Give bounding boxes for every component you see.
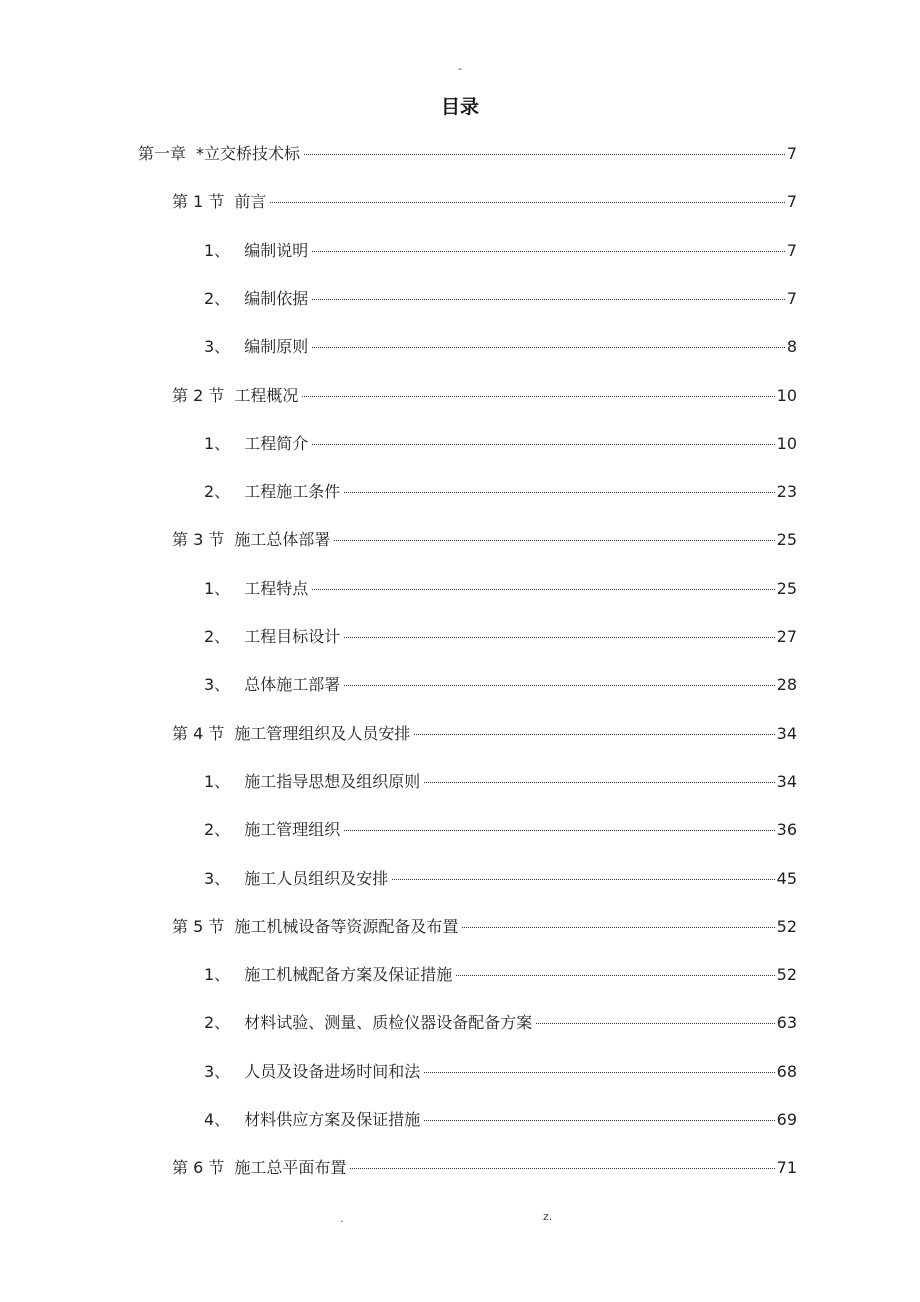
- toc-entry-title: 前言: [234, 192, 267, 212]
- toc-entry-title: 工程特点: [244, 578, 309, 598]
- toc-entry[interactable]: [204, 865, 797, 893]
- toc-entry-title: 工程目标设计: [244, 627, 341, 646]
- toc-entry-number: 2、: [204, 288, 231, 308]
- toc-dot-leader: [424, 1119, 774, 1121]
- toc-entry-number: 第一章: [138, 144, 187, 163]
- toc-entry[interactable]: [204, 623, 797, 651]
- toc-entry-number: 第 5 节: [172, 916, 225, 936]
- toc-entry[interactable]: [172, 382, 797, 410]
- toc-dot-leader: [344, 684, 774, 686]
- toc-entry[interactable]: [172, 188, 797, 216]
- footer-right-mark: z.: [543, 1210, 553, 1223]
- toc-entry-number: 第 6 节: [172, 1158, 225, 1178]
- toc-entry-page: 7: [786, 192, 797, 212]
- toc-entry[interactable]: [172, 913, 797, 941]
- toc-entry-title: 施工机械配备方案及保证措施: [244, 965, 453, 985]
- toc-entry-page: 52: [776, 965, 797, 985]
- toc-entry-title: 人员及设备进场时间和法: [244, 1061, 421, 1081]
- toc-entry[interactable]: [172, 1154, 797, 1182]
- toc-entry-number: 4、: [204, 1110, 231, 1129]
- toc-entry-number: 第 4 节: [172, 723, 225, 743]
- toc-dot-leader: [392, 878, 774, 880]
- toc-entry-title: *立交桥技术标: [196, 144, 301, 163]
- toc-dot-leader: [536, 1022, 774, 1024]
- toc-entry-title: 编制依据: [244, 288, 309, 308]
- toc-dot-leader: [304, 153, 785, 155]
- header-mark: -: [458, 62, 462, 75]
- toc-entry-title: 编制原则: [244, 337, 309, 357]
- toc-entry-title: 总体施工部署: [244, 675, 341, 695]
- toc-entry-title: 施工总体部署: [234, 530, 331, 550]
- toc-entry-number: 1、: [204, 771, 231, 791]
- toc-entry-title: 编制说明: [244, 240, 309, 260]
- toc-entry-number: 3、: [204, 675, 231, 695]
- toc-entry-page: 52: [776, 916, 797, 936]
- toc-entry[interactable]: [172, 720, 797, 748]
- toc-entry-title: 工程施工条件: [244, 482, 341, 502]
- toc-entry-number: 第 1 节: [172, 192, 225, 212]
- toc-entry-title: 材料供应方案及保证措施: [244, 1110, 421, 1129]
- toc-entry[interactable]: [204, 768, 797, 796]
- toc-entry-page: 10: [776, 433, 797, 453]
- toc-entry-number: 2、: [204, 820, 231, 840]
- toc-entry[interactable]: [204, 478, 797, 506]
- toc-dot-leader: [312, 346, 785, 348]
- toc-dot-leader: [462, 926, 774, 928]
- toc-entry[interactable]: [138, 140, 797, 168]
- toc-entry-page: 27: [776, 627, 797, 646]
- toc-entry-title: 材料试验、测量、质检仪器设备配备方案: [244, 1013, 533, 1033]
- toc-dot-leader: [334, 539, 774, 541]
- toc-entry-page: 8: [786, 337, 797, 357]
- toc-dot-leader: [312, 443, 774, 445]
- toc-entry[interactable]: [204, 237, 797, 265]
- toc-entry-number: 3、: [204, 1061, 231, 1081]
- toc-entry[interactable]: [204, 1058, 797, 1086]
- toc-dot-leader: [270, 201, 784, 203]
- toc-dot-leader: [414, 733, 774, 735]
- toc-entry-page: 71: [776, 1158, 797, 1178]
- toc-dot-leader: [344, 636, 774, 638]
- toc-entry-page: 36: [776, 820, 797, 840]
- toc-entry-page: 34: [776, 723, 797, 743]
- toc-dot-leader: [312, 298, 785, 300]
- toc-entry[interactable]: [204, 333, 797, 361]
- toc-dot-leader: [312, 250, 785, 252]
- toc-title: 目录: [440, 96, 479, 118]
- toc-entry-page: 63: [776, 1013, 797, 1033]
- toc-dot-leader: [424, 1071, 774, 1073]
- toc-dot-leader: [456, 974, 774, 976]
- toc-entry-number: 1、: [204, 240, 231, 260]
- toc-entry-title: 施工指导思想及组织原则: [244, 771, 421, 791]
- toc-entry-page: 10: [776, 385, 797, 405]
- toc-entry[interactable]: [204, 816, 797, 844]
- toc-entry-number: 2、: [204, 1013, 231, 1033]
- toc-entry[interactable]: [204, 575, 797, 603]
- toc-entry[interactable]: [204, 671, 797, 699]
- toc-entry-number: 3、: [204, 868, 231, 888]
- toc-dot-leader: [302, 395, 774, 397]
- toc-entry[interactable]: [204, 1009, 797, 1037]
- toc-entry[interactable]: [172, 526, 797, 554]
- toc-entry-title: 施工管理组织及人员安排: [234, 723, 411, 743]
- toc-entry-page: 23: [776, 482, 797, 502]
- toc-entry[interactable]: [204, 285, 797, 313]
- toc-entry-number: 3、: [204, 337, 231, 357]
- toc-entry[interactable]: [204, 1106, 797, 1134]
- toc-entry-number: 第 2 节: [172, 385, 225, 405]
- toc-entry-title: 工程概况: [234, 385, 299, 405]
- toc-entry-page: 68: [776, 1061, 797, 1081]
- toc-entry-page: 34: [776, 771, 797, 791]
- toc-entry[interactable]: [204, 430, 797, 458]
- toc-entry-title: 施工人员组织及安排: [244, 868, 389, 888]
- toc-dot-leader: [344, 829, 774, 831]
- footer-left-mark: .: [340, 1212, 344, 1225]
- toc-entry-page: 28: [776, 675, 797, 695]
- toc-dot-leader: [344, 491, 774, 493]
- toc-entry-title: 施工管理组织: [244, 820, 341, 840]
- toc-entry-number: 2、: [204, 482, 231, 502]
- toc-dot-leader: [312, 588, 774, 590]
- toc-dot-leader: [424, 781, 774, 783]
- toc-entry-page: 7: [786, 288, 797, 308]
- toc-dot-leader: [350, 1167, 774, 1169]
- toc-entry-page: 25: [776, 578, 797, 598]
- toc-entry-title: 工程简介: [244, 433, 309, 453]
- toc-entry-page: 25: [776, 530, 797, 550]
- toc-entry-number: 1、: [204, 433, 231, 453]
- toc-entry-number: 1、: [204, 965, 231, 985]
- toc-entry-number: 2、: [204, 627, 231, 646]
- toc-entry[interactable]: [204, 961, 797, 989]
- toc-entry-page: 7: [786, 240, 797, 260]
- toc-entry-number: 1、: [204, 578, 231, 598]
- toc-entry-page: 7: [786, 144, 797, 163]
- toc-entry-page: 69: [776, 1110, 797, 1129]
- toc-entry-number: 第 3 节: [172, 530, 225, 550]
- toc-entry-title: 施工总平面布置: [234, 1158, 347, 1178]
- toc-entry-title: 施工机械设备等资源配备及布置: [234, 916, 459, 936]
- toc-entry-page: 45: [776, 868, 797, 888]
